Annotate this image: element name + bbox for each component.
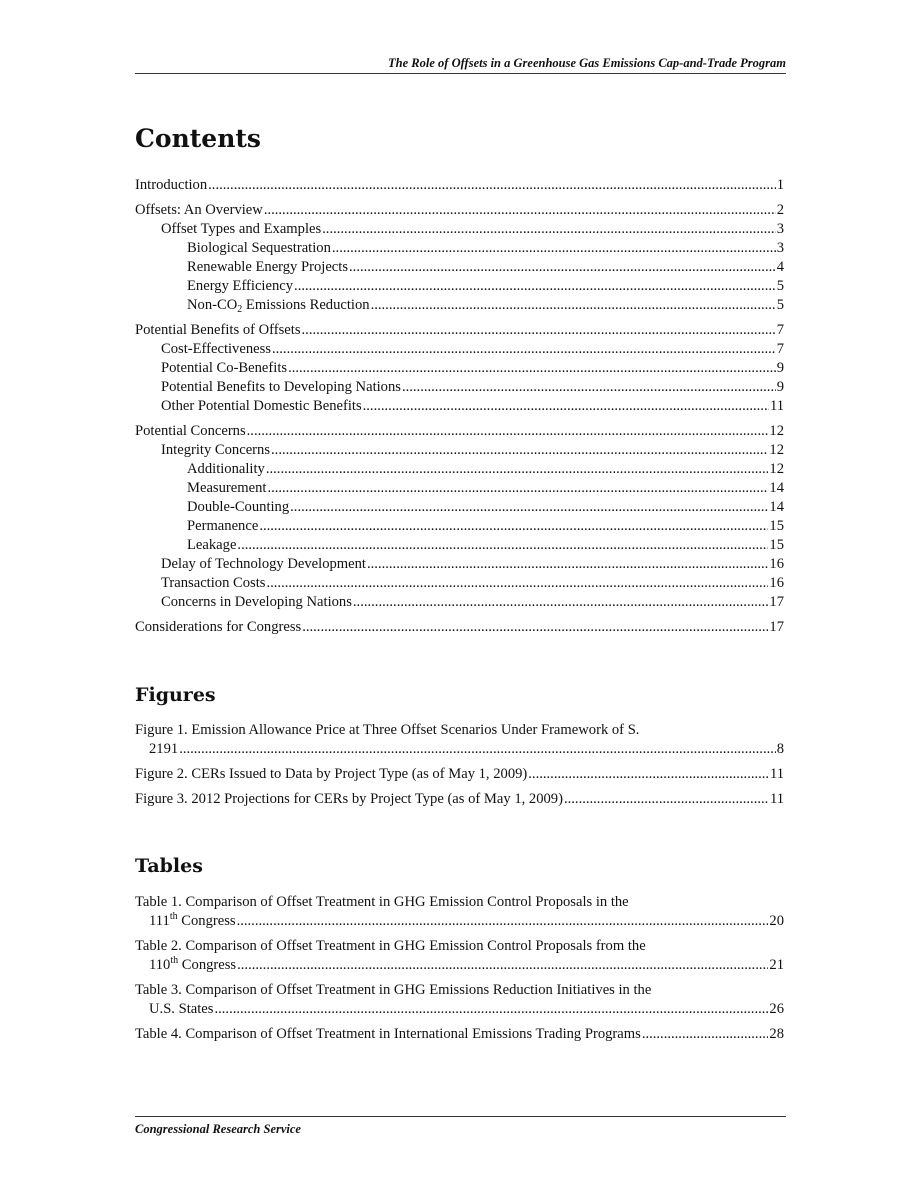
toc-entry-domestic-benefits[interactable] [135,397,784,416]
caption-page: 28 [769,1026,784,1042]
dot-leader [564,790,769,809]
table-entry-3[interactable] [135,981,784,1019]
toc-entry-considerations[interactable] [135,618,784,637]
dot-leader [214,1000,768,1019]
toc-entry-page: 17 [769,594,784,610]
caption-line: 2191 [149,741,179,757]
toc-entry-title: Energy Efficiency [187,278,294,294]
toc-entry-title: Renewable Energy Projects [187,259,349,275]
figure-entry-3[interactable] [135,790,784,809]
superscript: th [169,911,178,922]
toc-entry-page: 9 [776,379,784,395]
toc-entry-title: Offsets: An Overview [135,202,263,218]
toc-entry-technology-delay[interactable] [135,555,784,574]
toc-entry-title: Considerations for Congress [135,619,302,635]
running-footer: Congressional Research Service [135,1116,786,1137]
toc-entry-page: 11 [769,398,784,414]
dot-leader [179,740,776,759]
dot-leader [367,555,768,574]
dot-leader [259,517,768,536]
toc-entry-title: Concerns in Developing Nations [161,594,352,610]
dot-leader [266,574,768,593]
caption-line: Figure 2. CERs Issued to Data by Project Type (as of May 1, 2009) [135,766,528,782]
dot-leader [402,378,776,397]
caption-page: 11 [769,766,784,782]
superscript: th [170,955,179,966]
caption-line [149,912,236,931]
title-text: Emissions Reduction [242,297,370,313]
caption-line: Figure 1. Emission Allowance Price at Three Offset Scenarios Under Framework of S. [135,722,640,738]
toc-entry-double-counting[interactable] [135,498,784,517]
toc-entry-title: Measurement [187,480,267,496]
toc-entry-introduction[interactable] [135,176,784,195]
running-header: The Role of Offsets in a Greenhouse Gas Emissions Cap-and-Trade Program [135,56,786,74]
toc-entry-integrity-concerns[interactable] [135,441,784,460]
dot-leader [302,618,768,637]
toc-entry-page: 12 [769,442,784,458]
caption-page: 20 [769,913,784,929]
dot-leader [642,1025,769,1044]
dot-leader [271,441,768,460]
dot-leader [237,536,768,555]
toc-entry-page: 9 [776,360,784,376]
list-of-tables [135,893,784,1044]
dot-leader [371,296,776,315]
caption-text: 111 [149,913,170,929]
dot-leader [237,956,768,975]
dot-leader [294,277,776,296]
toc-entry-page: 5 [776,278,784,294]
toc-entry-title: Leakage [187,537,237,553]
table-entry-2[interactable] [135,937,784,975]
caption-line: Table 4. Comparison of Offset Treatment in International Emissions Trading Programs [135,1026,641,1042]
caption-line: Table 2. Comparison of Offset Treatment in GHG Emission Control Proposals from the [135,938,646,954]
caption-text: Congress [178,957,237,973]
toc-entry-page: 4 [776,259,784,275]
toc-entry-measurement[interactable] [135,479,784,498]
dot-leader [363,397,769,416]
table-of-contents [135,176,784,637]
toc-entry-title: Cost-Effectiveness [161,341,271,357]
toc-entry-page: 17 [769,619,784,635]
contents-heading: Contents [135,124,262,153]
toc-entry-title: Delay of Technology Development [161,556,366,572]
toc-entry-title: Introduction [135,177,208,193]
toc-entry-page: 2 [776,202,784,218]
toc-entry-potential-concerns[interactable] [135,422,784,441]
figure-entry-1[interactable] [135,721,784,759]
toc-entry-title: Transaction Costs [161,575,266,591]
toc-entry-permanence[interactable] [135,517,784,536]
toc-entry-developing-nations-benefits[interactable] [135,378,784,397]
dot-leader [267,479,768,498]
toc-entry-title: Offset Types and Examples [161,221,322,237]
toc-entry-title: Permanence [187,518,259,534]
toc-entry-page: 5 [776,297,784,313]
dot-leader [247,422,769,441]
toc-entry-title [187,296,370,315]
figures-heading: Figures [135,684,216,706]
dot-leader [332,239,776,258]
dot-leader [264,201,776,220]
dot-leader [208,176,776,195]
toc-entry-title: Additionality [187,461,265,477]
dot-leader [302,321,776,340]
toc-entry-developing-nations-concerns[interactable] [135,593,784,612]
toc-entry-page: 7 [776,341,784,357]
dot-leader [353,593,769,612]
table-entry-4[interactable] [135,1025,784,1044]
toc-entry-page: 14 [769,499,784,515]
table-entry-1[interactable] [135,893,784,931]
caption-page: 8 [776,741,784,757]
toc-entry-page: 3 [776,240,784,256]
toc-entry-page: 12 [769,461,784,477]
toc-entry-page: 16 [769,556,784,572]
caption-line [149,956,236,975]
subscript: 2 [237,304,243,315]
toc-entry-additionality[interactable] [135,460,784,479]
caption-line: U.S. States [149,1001,214,1017]
dot-leader [322,220,776,239]
toc-entry-non-co2[interactable] [135,296,784,315]
toc-entry-title: Potential Concerns [135,423,246,439]
caption-text: Congress [177,913,236,929]
toc-entry-title: Double-Counting [187,499,290,515]
toc-entry-page: 15 [769,537,784,553]
toc-entry-title: Potential Benefits to Developing Nations [161,379,401,395]
toc-entry-title: Potential Benefits of Offsets [135,322,301,338]
toc-entry-energy-efficiency[interactable] [135,277,784,296]
title-text: Non-CO [187,297,238,313]
toc-entry-biological-sequestration[interactable] [135,239,784,258]
caption-line: Table 1. Comparison of Offset Treatment in GHG Emission Control Proposals in the [135,894,629,910]
toc-entry-title: Other Potential Domestic Benefits [161,398,362,414]
toc-entry-renewable-energy[interactable] [135,258,784,277]
toc-entry-offsets-overview[interactable] [135,201,784,220]
caption-page: 21 [769,957,784,973]
caption-page: 11 [769,791,784,807]
figure-entry-2[interactable] [135,765,784,784]
dot-leader [237,912,769,931]
caption-page: 26 [769,1001,784,1017]
toc-entry-transaction-costs[interactable] [135,574,784,593]
dot-leader [290,498,768,517]
toc-entry-title: Biological Sequestration [187,240,331,256]
dot-leader [528,765,769,784]
toc-entry-page: 3 [776,221,784,237]
toc-entry-page: 1 [776,177,784,193]
toc-entry-potential-benefits[interactable] [135,321,784,340]
toc-entry-leakage[interactable] [135,536,784,555]
toc-entry-cost-effectiveness[interactable] [135,340,784,359]
dot-leader [288,359,776,378]
toc-entry-offset-types[interactable] [135,220,784,239]
dot-leader [266,460,769,479]
dot-leader [272,340,776,359]
toc-entry-page: 14 [769,480,784,496]
caption-text: 110 [149,957,171,973]
list-of-figures [135,721,784,809]
caption-line: Table 3. Comparison of Offset Treatment in GHG Emissions Reduction Initiatives in the [135,982,652,998]
toc-entry-page: 16 [769,575,784,591]
caption-line: Figure 3. 2012 Projections for CERs by Project Type (as of May 1, 2009) [135,791,563,807]
dot-leader [349,258,776,277]
toc-entry-title: Potential Co-Benefits [161,360,288,376]
toc-entry-page: 15 [769,518,784,534]
toc-entry-page: 7 [776,322,784,338]
toc-entry-co-benefits[interactable] [135,359,784,378]
toc-entry-page: 12 [769,423,784,439]
tables-heading: Tables [135,855,203,877]
toc-entry-title: Integrity Concerns [161,442,271,458]
